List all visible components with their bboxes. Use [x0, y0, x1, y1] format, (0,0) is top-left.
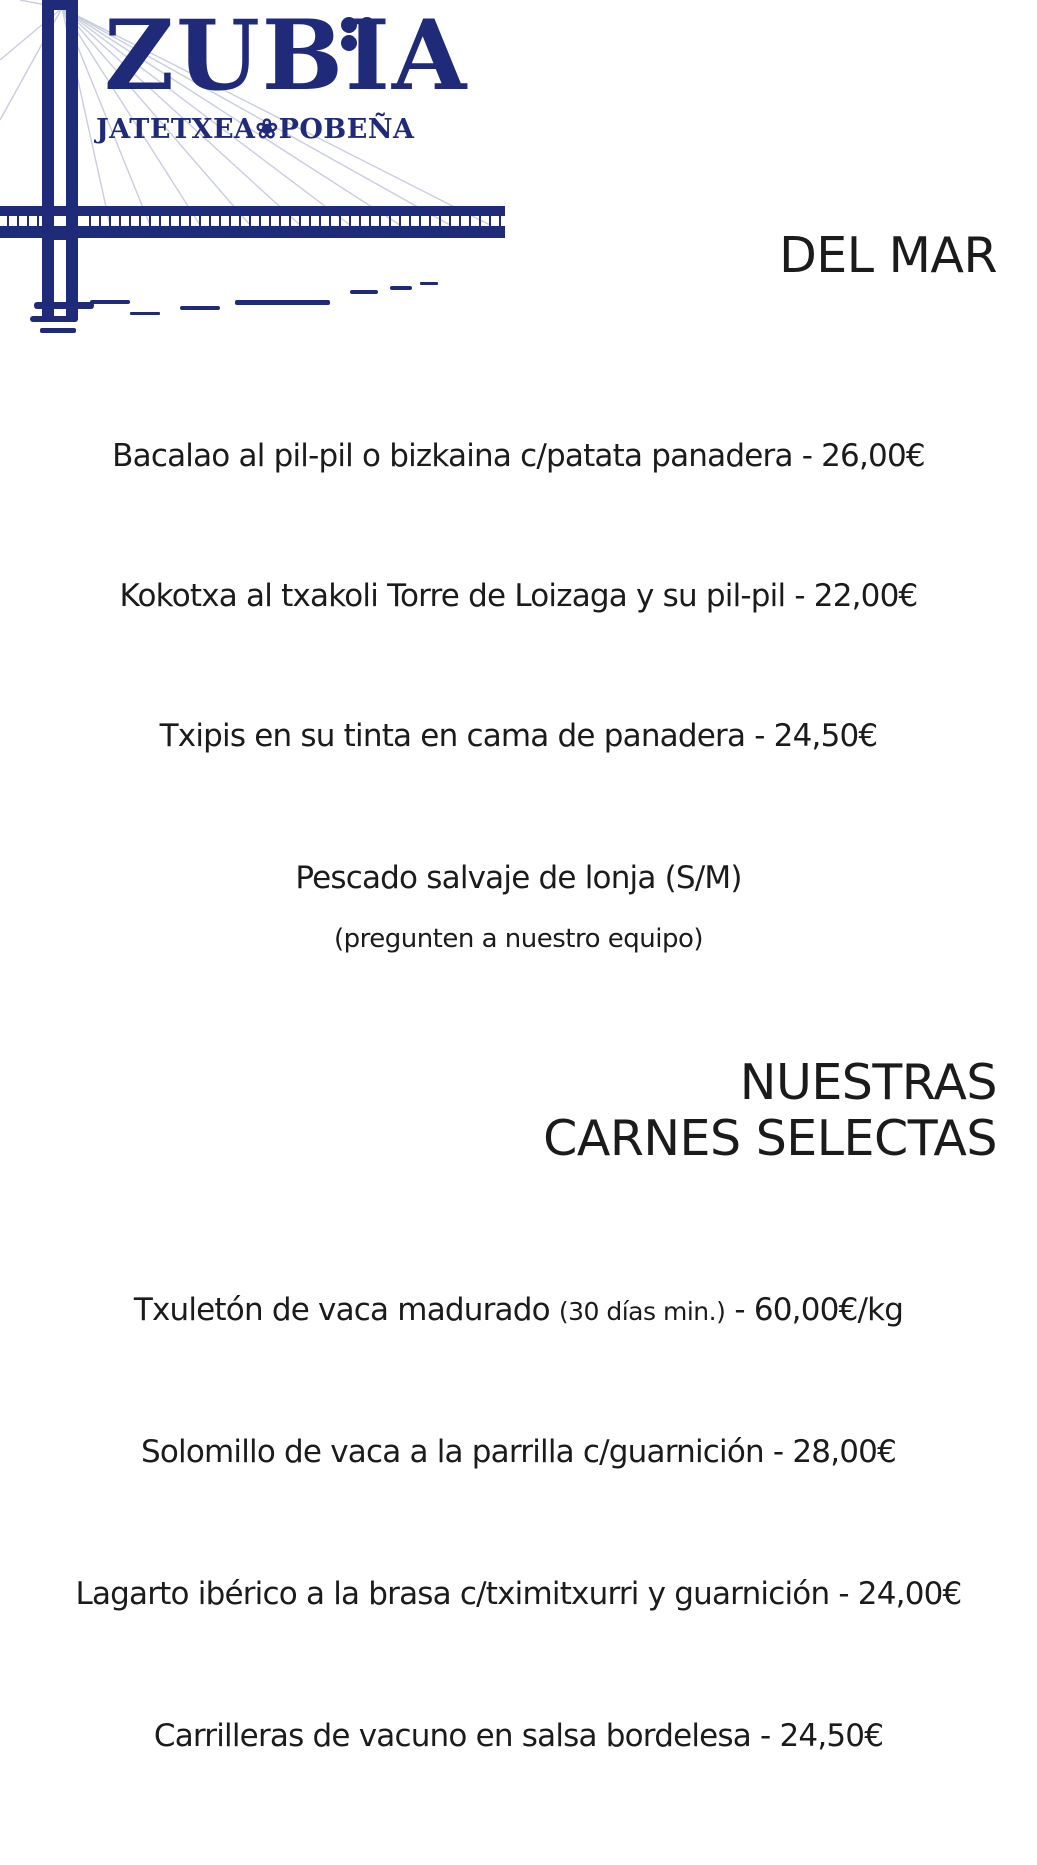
section-title-line: CARNES SELECTAS	[543, 1110, 997, 1167]
section-title-line: DEL MAR	[779, 227, 997, 284]
section-title-carnes	[543, 1055, 997, 1167]
menu-item: Kokotxa al txakoli Torre de Loizaga y su pil-pil - 22,00€	[119, 578, 918, 614]
section-title-line: NUESTRAS	[739, 1054, 997, 1111]
restaurant-logo	[0, 0, 510, 345]
section-title-del-mar	[779, 228, 997, 284]
menu-item-note: (pregunten a nuestro equipo)	[333, 924, 704, 954]
menu-item: Lagarto ibérico a la brasa c/tximitxurri y guarnición - 24,00€	[75, 1576, 962, 1612]
menu-item: Bacalao al pil-pil o bizkaina c/patata panadera - 26,00€	[112, 438, 925, 474]
menu-item: Txipis en su tinta en cama de panadera - 24,50€	[159, 718, 878, 754]
menu-item: Pescado salvaje de lonja (S/M)	[295, 860, 742, 896]
menu-item-price: - 60,00€/kg	[725, 1292, 904, 1328]
logo-name: ZUBIA	[104, 0, 469, 112]
menu-item: Solomillo de vaca a la parrilla c/guarnición - 28,00€	[140, 1434, 897, 1470]
menu-item: Carrilleras de vacuno en salsa bordelesa - 24,50€	[153, 1718, 884, 1754]
logo-subtitle: JATETXEA❀POBEÑA	[96, 114, 415, 145]
menu-item-detail: (30 días min.)	[558, 1297, 726, 1326]
menu-item	[0, 1290, 1037, 1332]
menu-item-text: Txuletón de vaca madurado	[133, 1292, 559, 1328]
